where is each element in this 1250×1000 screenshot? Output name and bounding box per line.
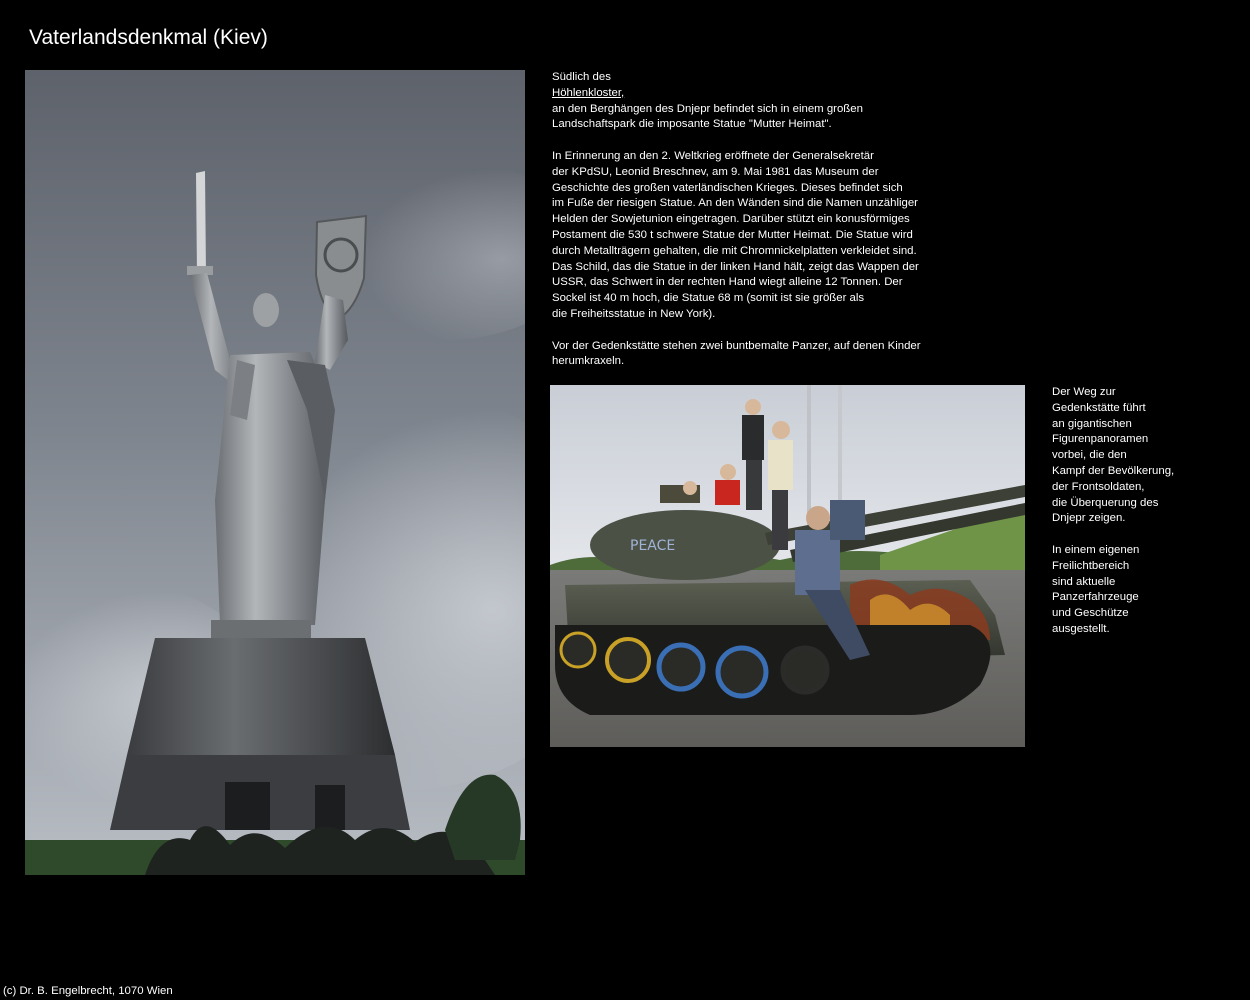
history-line: im Fuße der riesigen Statue. An den Wänden sind die Namen unzähliger: [552, 197, 918, 210]
history-line: Postament die 530 t schwere Statue der Mutter Heimat. Die Statue wird: [552, 228, 913, 241]
tanks-line: herumkraxeln.: [552, 355, 625, 368]
exhibit-line: In einem eigenen: [1052, 543, 1140, 556]
history-line: Helden der Sowjetunion eingetragen. Darüber stützt ein konusförmiges: [552, 213, 910, 226]
exhibit-line: und Geschütze: [1052, 607, 1129, 620]
intro-line-1: Südlich des: [552, 71, 611, 83]
path-line: Figurenpanoramen: [1052, 433, 1149, 446]
path-line: Kampf der Bevölkerung,: [1052, 464, 1175, 477]
path-line: Der Weg zur: [1052, 386, 1116, 398]
exhibit-line: Panzerfahrzeuge: [1052, 591, 1139, 604]
side-description: [1052, 385, 1242, 638]
paragraph-gap: [552, 133, 972, 149]
tank-photo: [550, 385, 1025, 747]
copyright-footer: (c) Dr. B. Engelbrecht, 1070 Wien: [3, 985, 173, 997]
exhibit-line: sind aktuelle: [1052, 575, 1116, 588]
page-title: Vaterlandsdenkmal (Kiev): [29, 26, 268, 49]
intro-line-3: Landschaftspark die imposante Statue "Mutter Heimat".: [552, 118, 832, 131]
exhibit-line: Freilichtbereich: [1052, 559, 1130, 572]
path-line: an gigantischen: [1052, 417, 1132, 430]
hoehlenkloster-link[interactable]: Höhlenkloster,: [552, 86, 625, 99]
path-line: Dnjepr zeigen.: [1052, 512, 1126, 525]
path-line: der Frontsoldaten,: [1052, 480, 1145, 493]
statue-photo-image: [25, 70, 525, 875]
statue-photo: [25, 70, 525, 875]
path-line: Gedenkstätte führt: [1052, 401, 1146, 414]
exhibit-line: ausgestellt.: [1052, 622, 1110, 635]
history-line: USSR, das Schwert in der rechten Hand wiegt alleine 12 Tonnen. Der: [552, 276, 903, 289]
tanks-line: Vor der Gedenkstätte stehen zwei buntbemalte Panzer, auf denen Kinder: [552, 339, 921, 352]
history-line: die Freiheitsstatue in New York).: [552, 307, 716, 320]
main-description: [552, 70, 972, 370]
history-line: In Erinnerung an den 2. Weltkrieg eröffnete der Generalsekretär: [552, 149, 874, 162]
intro-line-2: an den Berghängen des Dnjepr befindet sich in einem großen: [552, 102, 863, 115]
history-line: Geschichte des großen vaterländischen Krieges. Dieses befindet sich: [552, 181, 903, 194]
path-line: die Überquerung des: [1052, 496, 1159, 509]
paragraph-gap: [1052, 527, 1242, 543]
tank-photo-image: [550, 385, 1025, 747]
svg-text:PEACE: PEACE: [630, 538, 676, 554]
history-line: Das Schild, das die Statue in der linken Hand hält, zeigt das Wappen der: [552, 260, 919, 273]
history-line: Sockel ist 40 m hoch, die Statue 68 m (somit ist sie größer als: [552, 292, 865, 305]
paragraph-gap: [552, 323, 972, 339]
history-line: durch Metallträgern gehalten, die mit Chromnickelplatten verkleidet sind.: [552, 244, 917, 257]
path-line: vorbei, die den: [1052, 449, 1127, 462]
history-line: der KPdSU, Leonid Breschnev, am 9. Mai 1981 das Museum der: [552, 165, 879, 178]
